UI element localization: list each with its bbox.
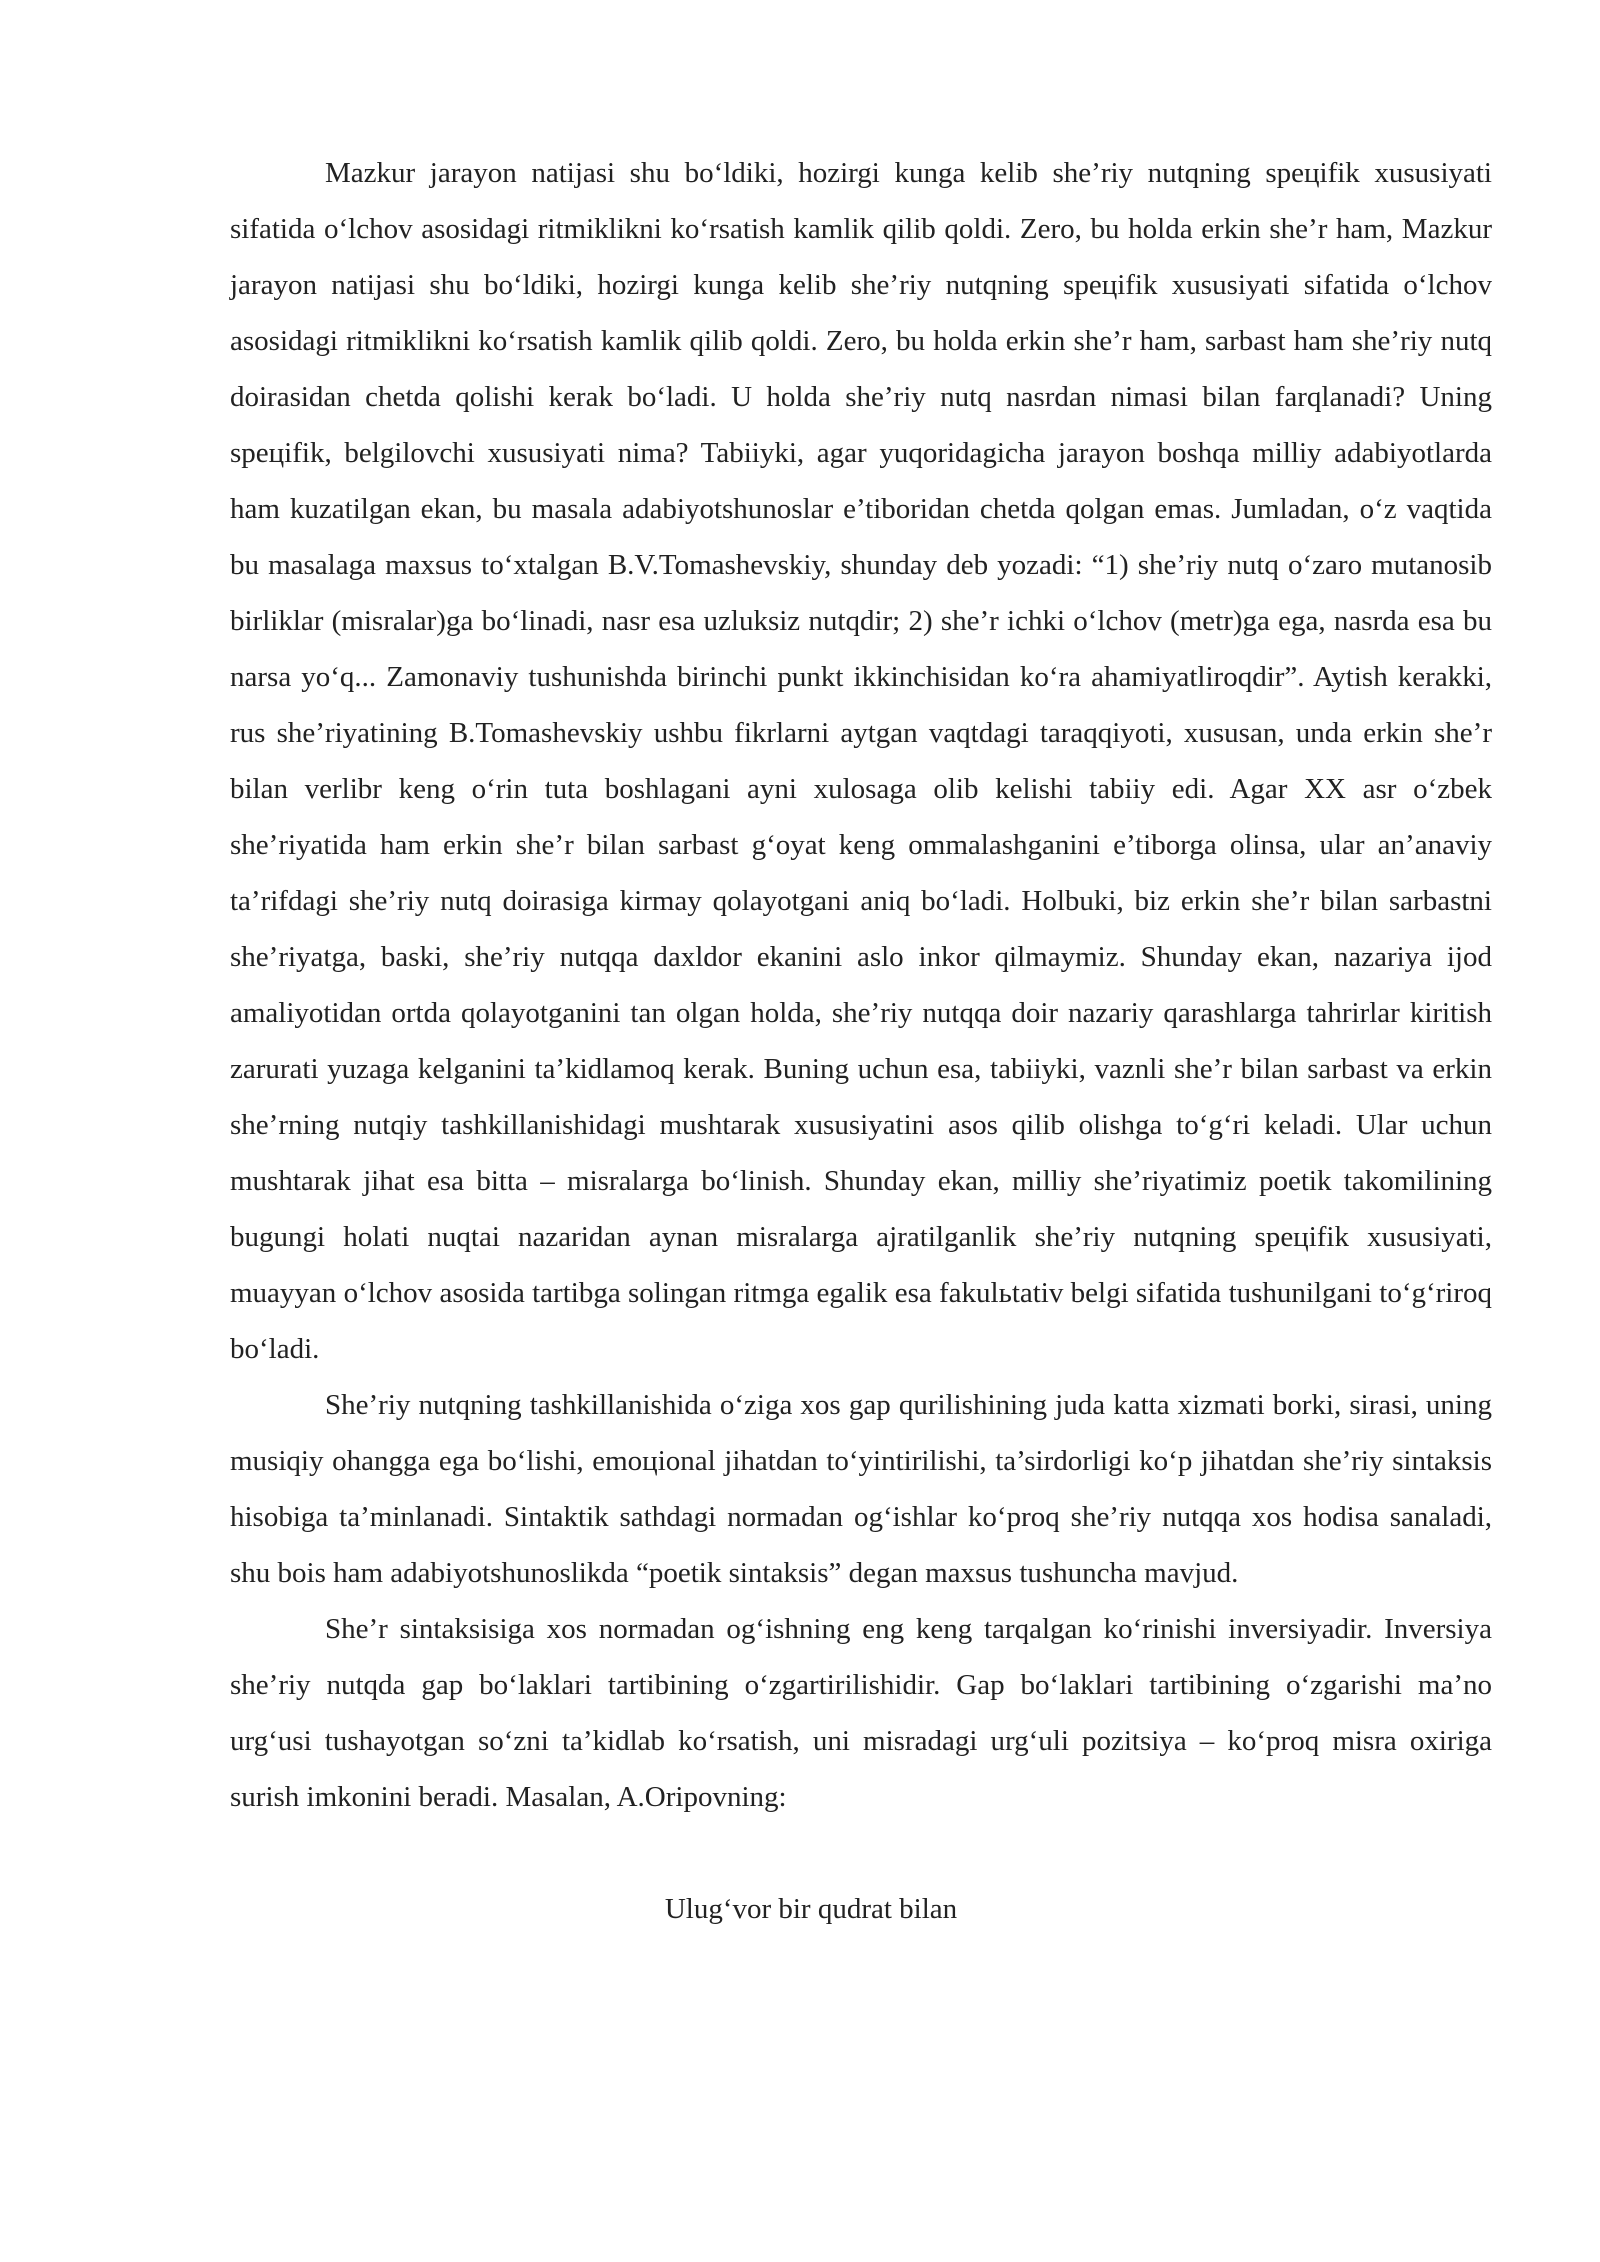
paragraph-2: She’riy nutqning tashkillanishida o‘ziga xos gap qurilishining juda katta xizmati borki, sirasi, uning musiqiy ohangga ega bo‘lishi, emoцional jihatdan to‘yintirilishi, ta’sirdorligi ko‘p jihatdan she’riy sintaksis hisobiga ta’minlanadi. Sintaktik sathdagi normadan og‘ishlar ko‘proq she’riy nutqqa xos hodisa sanaladi, shu bois ham adabiyotshunoslikda “poetik sintaksis” degan maxsus tushuncha mavjud. — [230, 1389, 1492, 1589]
paragraph-1: Mazkur jarayon natijasi shu bo‘ldiki, hozirgi kunga kelib she’riy nutqning speцifik xususiyati sifatida o‘lchov asosidagi ritmiklikni ko‘rsatish kamlik qilib qoldi. Zero, bu holda erkin she’r ham, Mazkur jarayon natijasi shu bo‘ldiki, hozirgi kunga kelib she’riy nutqning speцifik xususiyati sifatida o‘lchov asosidagi ritmiklikni ko‘rsatish kamlik qilib qoldi. Zero, bu holda erkin she’r ham, sarbast ham she’riy nutq doirasidan chetda qolishi kerak bo‘ladi. U holda she’riy nutq nasrdan nimasi bilan farqlanadi? Uning speцifik, belgilovchi xususiyati nima? Tabiiyki, agar yuqoridagicha jarayon boshqa milliy adabiyotlarda ham kuzatilgan ekan, bu masala adabiyotshunoslar e’tiboridan chetda qolgan emas. Jumladan, o‘z vaqtida bu masalaga maxsus to‘xtalgan B.V.Tomashevskiy, shunday deb yozadi: “1) she’riy nutq o‘zaro mutanosib birliklar (misralar)ga bo‘linadi, nasr esa uzluksiz nutqdir; 2) she’r ichki o‘lchov (metr)ga ega, nasrda esa bu narsa yo‘q... Zamonaviy tushunishda birinchi punkt ikkinchisidan ko‘ra ahamiyatliroqdir”. Aytish kerakki, rus she’riyatining B.Tomashevskiy ushbu fikrlarni aytgan vaqtdagi taraqqiyoti, xususan, unda erkin she’r bilan verlibr keng o‘rin tuta boshlagani ayni xulosaga olib kelishi tabiiy edi. Agar XX asr o‘zbek she’riyatida ham erkin she’r bilan sarbast g‘oyat keng ommalashganini e’tiborga olinsa, ular an’anaviy ta’rifdagi she’riy nutq doirasiga kirmay qolayotgani aniq bo‘ladi. Holbuki, biz erkin she’r bilan sarbastni she’riyatga, baski, she’riy nutqqa daxldor ekanini aslo inkor qilmaymiz. Shunday ekan, nazariya ijod amaliyotidan ortda qolayotganini tan olgan holda, she’riy nutqqa doir nazariy qarashlarga tahrirlar kiritish zarurati yuzaga kelganini ta’kidlamoq kerak. Buning uchun esa, tabiiyki, vaznli she’r bilan sarbast va erkin she’rning nutqiy tashkillanishidagi mushtarak xususiyatini asos qilib olishga to‘g‘ri keladi. Ular uchun mushtarak jihat esa bitta – misralarga bo‘linish. Shunday ekan, milliy she’riyatimiz poetik takomilining bugungi holati nuqtai nazaridan aynan misralarga ajratilganlik she’riy nutqning speцifik xususiyati, muayyan o‘lchov asosida tartibga solingan ritmga egalik esa fakulьtativ belgi sifatida tushunilgani to‘g‘riroq bo‘ladi. — [230, 157, 1492, 1365]
paragraph-3: She’r sintaksisiga xos normadan og‘ishning eng keng tarqalgan ko‘rinishi inversiyadir. Inversiya she’riy nutqda gap bo‘laklari tartibining o‘zgartirilishidir. Gap bo‘laklari tartibining o‘zgarishi ma’no urg‘usi tushayotgan so‘zni ta’kidlab ko‘rsatish, uni misradagi urg‘uli pozitsiya – ko‘proq misra oxiriga surish imkonini beradi. Masalan, A.Oripovning: — [230, 1613, 1492, 1813]
document-body — [230, 145, 1492, 1937]
poem-verse-line: Ulug‘vor bir qudrat bilan — [664, 1893, 958, 1925]
